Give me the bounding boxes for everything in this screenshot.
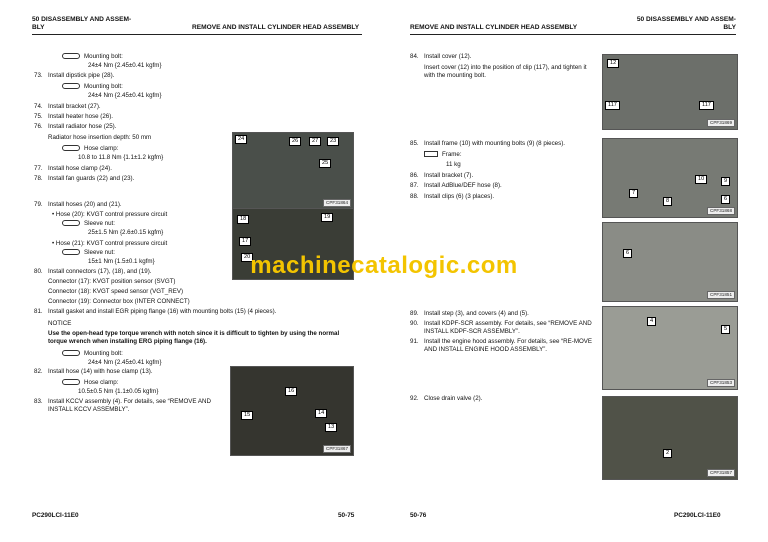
section-line-2: BLY	[32, 23, 45, 31]
torque-label: Mounting bolt:	[84, 350, 123, 357]
figure-caption: CPF31864	[323, 199, 351, 207]
step-89	[410, 310, 600, 318]
callout-label: 117	[605, 101, 620, 110]
torque-label: Hose clamp:	[84, 145, 119, 152]
callout-label: 27	[309, 137, 321, 146]
engine-photo-1	[232, 132, 354, 210]
step-text: Install radiator hose (25).	[48, 123, 117, 130]
callout-label: 25	[319, 159, 331, 168]
connector-desc: Connector (18): KVGT speed sensor (VGT_REV)	[48, 288, 184, 295]
step-text: Install bracket (27).	[48, 103, 101, 110]
step-text: Install hose clamp (24).	[48, 165, 112, 172]
torque-label: Hose clamp:	[84, 379, 119, 386]
torque-wrench-icon	[62, 53, 80, 59]
step-number: 84.	[410, 53, 419, 60]
torque-value: 24±4 Nm {2.45±0.41 kgfm}	[88, 359, 162, 366]
header-rule	[410, 34, 736, 35]
callout-label: 19	[321, 213, 333, 222]
step-number: 82.	[34, 368, 43, 375]
callout-label: 5	[721, 325, 730, 334]
callout-label: 24	[235, 135, 247, 144]
step-text: Install heater hose (26).	[48, 113, 114, 120]
callout-label: 12	[607, 59, 619, 68]
torque-value: 24±4 Nm {2.45±0.41 kgfm}	[88, 62, 162, 69]
torque-wrench-icon	[62, 350, 80, 356]
section-line-2: BLY	[723, 23, 736, 31]
step-text: Install the engine hood assembly. For details, see “RE-MOVE AND INSTALL ENGINE HOOD ASSEMBLY”.	[424, 338, 593, 354]
step-text: Install KDPF-SCR assembly. For details, see “REMOVE AND INSTALL KDPF-SCR ASSEMBLY”.	[424, 320, 592, 336]
weight-value: 11 kg	[446, 161, 461, 168]
header-rule	[32, 34, 362, 35]
step-number: 87.	[410, 182, 419, 189]
callout-label: 14	[315, 409, 327, 418]
torque-spec	[62, 83, 123, 91]
callout-label: 13	[325, 423, 337, 432]
step-number: 83.	[34, 398, 43, 405]
page-title: REMOVE AND INSTALL CYLINDER HEAD ASSEMBLY	[410, 24, 578, 31]
insertion-note: Radiator hose insertion depth: 50 mm	[48, 134, 152, 141]
figure-caption: CPF31851	[707, 291, 735, 299]
section-line-1: 50 DISASSEMBLY AND ASSEM-	[32, 16, 132, 23]
weight-icon	[424, 151, 438, 157]
footer-page-number: 50-76	[410, 512, 427, 519]
step-number: 78.	[34, 175, 43, 182]
footer-model: PC290LCI-11E0	[674, 512, 721, 519]
page-title: REMOVE AND INSTALL CYLINDER HEAD ASSEMBLY	[192, 24, 360, 31]
torque-label: Mounting bolt:	[84, 53, 123, 60]
connector-desc: Connector (19): Connector box (INTER CONNECT)	[48, 298, 190, 305]
engine-photo-3	[230, 366, 354, 456]
step-87	[410, 182, 600, 190]
step-text: Install clips (6) (3 places).	[424, 193, 495, 200]
step-84	[410, 53, 600, 61]
step-text: Install cover (12).	[424, 53, 472, 60]
section-heading	[616, 16, 736, 34]
step-number: 77.	[34, 165, 43, 172]
machine-photo-5	[602, 396, 738, 480]
machine-photo-2	[602, 138, 738, 218]
figure-caption: CPF31857	[707, 469, 735, 477]
step-text: Install step (3), and covers (4) and (5).	[424, 310, 529, 317]
torque-spec	[62, 145, 118, 153]
step-88	[410, 193, 600, 201]
step-note: Insert cover (12) into the position of clip (117), and tighten it with the mounting bolt.	[424, 64, 587, 80]
step-text: Install gasket and install EGR piping flange (16) with mounting bolts (15) (4 pieces).	[48, 308, 277, 315]
callout-label: 15	[241, 411, 253, 420]
callout-label: 2	[663, 449, 672, 458]
figure-caption: CPF31869	[707, 119, 735, 127]
weight-spec	[424, 151, 462, 159]
step-number: 81.	[34, 308, 43, 315]
torque-spec	[62, 379, 118, 387]
torque-wrench-icon	[62, 145, 80, 151]
torque-value: 15±1 Nm {1.5±0.1 kgfm}	[88, 258, 155, 265]
step-number: 74.	[34, 103, 43, 110]
footer-page-number: 50-75	[338, 512, 355, 519]
step-number: 89.	[410, 310, 419, 317]
callout-label: 20	[241, 253, 253, 262]
step-74	[34, 103, 194, 111]
step-number: 79.	[34, 201, 43, 208]
callout-label: 16	[285, 387, 297, 396]
step-text: Install frame (10) with mounting bolts (9) (8 pieces).	[424, 140, 565, 147]
bullet-item: • Hose (20): KVGT control pressure circuit	[52, 211, 168, 218]
step-77	[34, 165, 214, 173]
step-number: 88.	[410, 193, 419, 200]
callout-label: 7	[629, 189, 638, 198]
section-heading	[32, 16, 152, 34]
step-text: Install dipstick pipe (28).	[48, 72, 115, 79]
step-text: Install connectors (17), (18), and (19).	[48, 268, 152, 275]
step-78	[34, 175, 214, 183]
torque-label: Sleeve nut:	[84, 249, 115, 256]
torque-value: 10.8 to 11.8 Nm {1.1±1.2 kgfm}	[78, 154, 164, 161]
bullet-item: • Hose (21): KVGT control pressure circuit	[52, 240, 168, 247]
torque-wrench-icon	[62, 83, 80, 89]
callout-label: 18	[237, 215, 249, 224]
callout-label: 6	[623, 249, 632, 258]
step-75	[34, 113, 194, 121]
torque-value: 10.5±0.5 Nm {1.1±0.05 kgfm}	[78, 388, 159, 395]
step-text: Install hose (14) with hose clamp (13).	[48, 368, 153, 375]
step-text: Install hoses (20) and (21).	[48, 201, 122, 208]
weight-label: Frame:	[442, 151, 462, 158]
torque-label: Mounting bolt:	[84, 83, 123, 90]
step-92	[410, 395, 600, 403]
notice-body: Use the open-head type torque wrench with notch since it is difficult to tighten by using the normal torque wrench when installing ERG piping flange (16).	[48, 330, 340, 346]
callout-label: 9	[721, 177, 730, 186]
callout-label: 4	[647, 317, 656, 326]
section-line-1: 50 DISASSEMBLY AND ASSEM-	[636, 16, 736, 23]
step-number: 75.	[34, 113, 43, 120]
step-number: 86.	[410, 172, 419, 179]
torque-value: 24±4 Nm {2.45±0.41 kgfm}	[88, 92, 162, 99]
step-91	[410, 338, 600, 355]
callout-label: 17	[239, 237, 251, 246]
step-number: 85.	[410, 140, 419, 147]
torque-value: 25±1.5 Nm {2.6±0.15 kgfm}	[88, 229, 164, 236]
step-82	[34, 368, 214, 376]
step-number: 90.	[410, 320, 419, 327]
figure-caption: CPF31867	[323, 445, 351, 453]
figure-caption: CPF31853	[707, 379, 735, 387]
step-85	[410, 140, 600, 148]
bullet-text: Hose (20): KVGT control pressure circuit	[55, 211, 168, 218]
step-90	[410, 320, 600, 337]
torque-label: Sleeve nut:	[84, 220, 115, 227]
step-text: Install fan guards (22) and (23).	[48, 175, 135, 182]
bullet-text: Hose (21): KVGT control pressure circuit	[55, 240, 168, 247]
step-text: Install bracket (7).	[424, 172, 474, 179]
step-number: 80.	[34, 268, 43, 275]
step-text: Install KCCV assembly (4). For details, see “REMOVE AND INSTALL KCCV ASSEMBLY”.	[48, 398, 211, 414]
step-number: 92.	[410, 395, 419, 402]
callout-label: 8	[663, 197, 672, 206]
machine-photo-4	[602, 306, 738, 390]
step-number: 76.	[34, 123, 43, 130]
footer-model: PC290LCI-11E0	[32, 512, 79, 519]
step-number: 91.	[410, 338, 419, 345]
torque-spec	[62, 53, 123, 61]
step-text: Close drain valve (2).	[424, 395, 483, 402]
callout-label: 26	[289, 137, 301, 146]
step-83	[34, 398, 219, 415]
torque-wrench-icon	[62, 379, 80, 385]
step-81	[34, 308, 354, 316]
torque-spec	[62, 350, 123, 358]
callout-label: 10	[695, 175, 707, 184]
machine-photo-1	[602, 54, 738, 130]
callout-label: 6	[721, 195, 730, 204]
step-86	[410, 172, 600, 180]
step-text: Install AdBlue/DEF hose (8).	[424, 182, 502, 189]
figure-caption: CPF31868	[707, 207, 735, 215]
callout-label: 117	[699, 101, 714, 110]
torque-wrench-icon	[62, 220, 80, 226]
watermark: machinecatalogic.com	[250, 252, 518, 279]
torque-spec	[62, 220, 115, 228]
step-number: 73.	[34, 72, 43, 79]
step-76	[34, 123, 194, 131]
notice-title: NOTICE	[48, 320, 72, 327]
callout-label: 23	[327, 137, 339, 146]
step-73	[34, 72, 234, 80]
step-79	[34, 201, 224, 209]
connector-desc: Connector (17): KVGT position sensor (SVGT)	[48, 278, 176, 285]
